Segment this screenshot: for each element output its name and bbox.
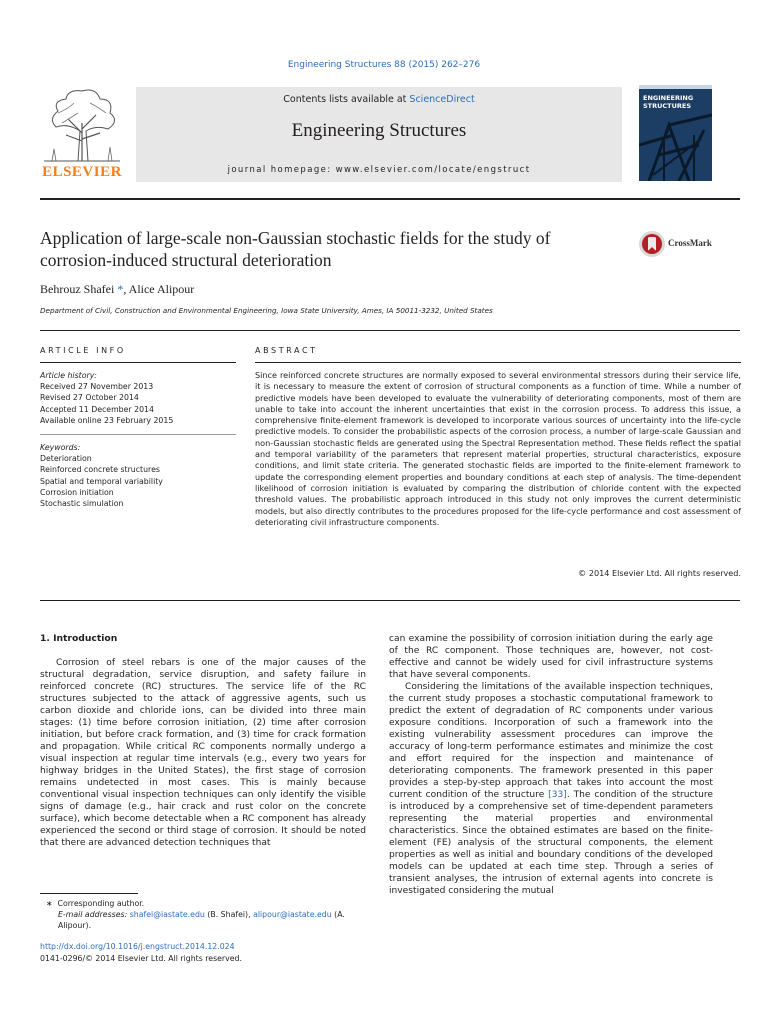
header-rule: [40, 198, 740, 200]
section-heading: 1. Introduction: [40, 633, 118, 644]
corresponding-author-note: ∗ Corresponding author.: [46, 899, 145, 908]
journal-header-panel: [136, 87, 622, 182]
journal-cover-image: [639, 85, 712, 181]
journal-homepage-link[interactable]: journal homepage: www.elsevier.com/locate/engstruct: [227, 165, 531, 175]
article-info-heading: ARTICLE INFO: [40, 346, 126, 355]
abstract-rule: [255, 362, 741, 363]
keyword: Spatial and temporal variability: [40, 476, 163, 486]
authors: [40, 282, 194, 297]
keyword: Stochastic simulation: [40, 499, 124, 509]
history-item: Available online 23 February 2015: [40, 415, 174, 425]
affiliation-rule: [40, 330, 740, 331]
article-history: [40, 370, 240, 426]
info-sub-rule: [40, 434, 236, 435]
affiliation: Department of Civil, Construction and Environmental Engineering, Iowa State University, Ames, IA 50011-3232, United States: [40, 306, 493, 315]
footnotes: [40, 898, 366, 931]
info-rule: [40, 362, 236, 363]
publisher-name: ELSEVIER: [42, 164, 122, 180]
abstract-heading: ABSTRACT: [255, 346, 318, 355]
crossmark-label[interactable]: CrossMark: [668, 238, 712, 248]
keyword: Reinforced concrete structures: [40, 465, 160, 475]
author-name: Behrouz Shafei: [40, 282, 115, 296]
sciencedirect-link[interactable]: ScienceDirect: [409, 94, 475, 105]
history-item: Accepted 11 December 2014: [40, 404, 154, 414]
doi-link[interactable]: http://dx.doi.org/10.1016/j.engstruct.2014.12.024: [40, 942, 235, 951]
body-paragraph: can examine the possibility of corrosion initiation during the early age of the RC component. Those techniques are, however, not cost-effective and cannot be widely used for civil infrastructure systems that have several components.: [389, 634, 713, 680]
body-column-right: [389, 633, 713, 897]
article-title-line-2: corrosion-induced structural deterioration: [40, 250, 332, 270]
keyword: Deterioration: [40, 454, 92, 464]
issn-line: 0141-0296/© 2014 Elsevier Ltd. All rights reserved.: [40, 954, 242, 963]
reference-link[interactable]: [33]: [548, 790, 567, 800]
contents-line: [136, 94, 622, 105]
contents-prefix: Contents lists available at: [283, 94, 410, 105]
history-label: Article history:: [40, 371, 97, 380]
body-column-left: [40, 633, 366, 849]
abstract-bottom-rule: [40, 600, 740, 601]
footnote-rule: [40, 893, 138, 894]
author-name: , Alice Alipour: [123, 282, 195, 296]
keyword: Corrosion initiation: [40, 487, 114, 497]
email-link[interactable]: shafei@iastate.edu: [129, 910, 205, 919]
corresponding-author-mark[interactable]: *: [114, 282, 124, 296]
history-item: Received 27 November 2013: [40, 382, 154, 392]
journal-reference-link[interactable]: Engineering Structures 88 (2015) 262–276: [287, 60, 481, 70]
email-link[interactable]: alipour@iastate.edu: [253, 910, 332, 919]
abstract-text: Since reinforced concrete structures are normally exposed to several environmental stressors during their service life, it is necessary to measure the extent of corrosion of structural components as a function of time. While a number of predictive models have been developed to evaluate the vulnerability of deteriorating components, most of them are unable to take into account the inherent uncertainties that exist in the corrosion process. To address this issue, a comprehensive finite-element framework is developed to incorporate various sources of uncertainty into the life-cycle predictive models. To consider the probabilistic aspects of the corrosion process, a number of large-scale Gaussian and non-Gaussian stochastic fields are generated using the Spectral Representation method. These fields reflect the spatial and temporal variability of the parameters that represent material properties, structural characteristics, exposure conditions, and limit state criteria. The generated stochastic fields are imported to the finite-element framework to update the corresponding element properties and boundary conditions at each step of analysis. The time-dependent likelihood of corrosion initiation is evaluated by comparing the distribution of chloride content with the expected threshold values. The probabilistic approach introduced in this study not only improves the current deterministic models, but also directly contributes to the procedures proposed for the life-cycle performance and cost assessment of deteriorating civil infrastructure components.: [255, 370, 741, 527]
keywords: [40, 442, 240, 509]
keywords-label: Keywords:: [40, 443, 81, 452]
body-paragraph: Corrosion of steel rebars is one of the major causes of the structural degradation, service disruption, and safety failure in reinforced concrete (RC) structures. The service life of the RC structures subjected to the attack of aggressive agents, such us carbon dioxide and chloride ions, can be divided into three main stages: (1) time before corrosion initiation, (2) time after corrosion initiation, but before crack formation, and (3) time for crack formation and propagation. While critical RC components normally undergo a visual inspection at regular time intervals (e.g., every two years for highway bridges in the United States), the first stage of corrosion remains undetected in most cases. This is mainly because conventional visual inspection techniques can only identify the visible signs of damage (e.g., hair crack and rust color on the concrete surface), which become detectable when a RC component has already experienced the second or third stage of corrosion. It should be noted that there are advanced detection techniques that: [40, 658, 366, 848]
article-title-line-1: Application of large-scale non-Gaussian stochastic fields for the study of: [40, 228, 551, 248]
article-title: [40, 227, 630, 271]
cover-title: ENGINEERING STRUCTURES: [643, 94, 694, 110]
body-paragraph: Considering the limitations of the available inspection techniques, the current study proposes a stochastic computational framework to predict the extent of degradation of RC components under various exposure conditions. Incorporation of such a framework into the existing vulnerability assessment procedures can improve the accuracy of long-term performance estimates and minimize the cost and effort required for the inspection and maintenance of deteriorating components. The framework presented in this paper provides a step-by-step approach that takes into account the most current condition of the structure [33]. The condition of the structure is introduced by a comprehensive set of time-dependent parameters representing the material properties and environmental characteristics. Since the obtained estimates are based on the finite-element (FE) analysis of the structural components, the element properties as well as initial and boundary conditions of the developed models can be updated at each time step. Through a series of transient analyses, the intrusion of external agents into concrete is investigated considering the mutual: [389, 682, 714, 896]
email-note: E-mail addresses: shafei@iastate.edu (B. Shafei), alipour@iastate.edu (A. Alipour).: [58, 910, 345, 930]
abstract-copyright: © 2014 Elsevier Ltd. All rights reserved.: [578, 568, 741, 578]
journal-title: Engineering Structures: [291, 120, 467, 141]
history-item: Revised 27 October 2014: [40, 393, 139, 403]
